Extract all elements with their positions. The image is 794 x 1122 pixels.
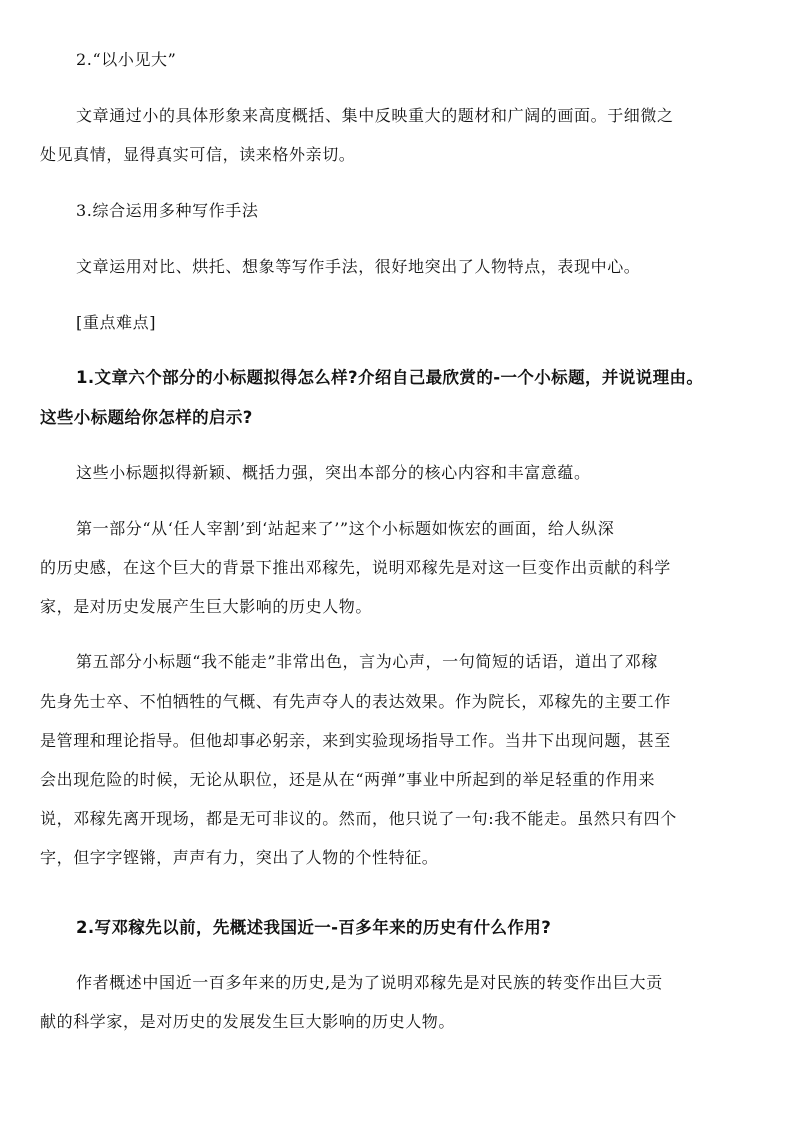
answer-1-part5-line-4: 会出现危险的时候，无论从职位，还是从在“两弹”事业中所起到的举足轻重的作用来	[40, 770, 656, 789]
section-2-text-line-2: 处见真情，显得真实可信，读来格外亲切。	[40, 145, 356, 164]
answer-1-part5-line-5: 说，邓稼先离开现场，都是无可非议的。然而，他只说了一句:我不能走。虽然只有四个	[40, 809, 677, 828]
section-2-text-line-1: 文章通过小的具体形象来高度概括、集中反映重大的题材和广阔的画面。于细微之	[76, 106, 674, 125]
answer-2-line-2: 献的科学家，是对历史的发展发生巨大影响的历史人物。	[40, 1012, 456, 1031]
section-3-text: 文章运用对比、烘托、想象等写作手法，很好地突出了人物特点，表现中心。	[76, 257, 641, 276]
answer-1-part5-line-3: 是管理和理论指导。但他却事必躬亲，来到实验现场指导工作。当井下出现问题，甚至	[40, 731, 671, 750]
answer-1-part5-line-1: 第五部分小标题“我不能走”非常出色，言为心声，一句简短的话语，道出了邓稼	[76, 652, 658, 671]
question-1-line-1: 1.文章六个部分的小标题拟得怎么样?介绍自己最欣赏的-一个小标题，并说说理由。	[76, 368, 704, 387]
answer-1-intro: 这些小标题拟得新颖、概括力强，突出本部分的核心内容和丰富意蕴。	[76, 463, 591, 482]
section-2-heading: 2.“以小见大”	[76, 50, 177, 69]
question-1-line-2: 这些小标题给你怎样的启示?	[40, 408, 253, 427]
key-points-heading: [重点难点]	[76, 313, 157, 332]
section-3-heading: 3.综合运用多种写作手法	[76, 201, 259, 220]
answer-1-part1-line-2: 的历史感，在这个巨大的背景下推出邓稼先，说明邓稼先是对这一巨变作出贡献的科学	[40, 558, 671, 577]
answer-2-line-1: 作者概述中国近一百多年来的历史,是为了说明邓稼先是对民族的转变作出巨大贡	[76, 973, 663, 992]
answer-1-part5-line-2: 先身先士卒、不怕牺牲的气概、有先声夺人的表达效果。作为院长，邓稼先的主要工作	[40, 692, 671, 711]
answer-1-part1-line-3: 家，是对历史发展产生巨大影响的历史人物。	[40, 597, 373, 616]
answer-1-part1-line-1: 第一部分“从‘任人宰割’到‘站起来了’”这个小标题如恢宏的画面，给人纵深	[76, 519, 615, 538]
answer-1-part5-line-6: 字，但字字铿锵，声声有力，突出了人物的个性特征。	[40, 848, 439, 867]
question-2: 2.写邓稼先以前，先概述我国近一-百多年来的历史有什么作用?	[76, 918, 552, 937]
